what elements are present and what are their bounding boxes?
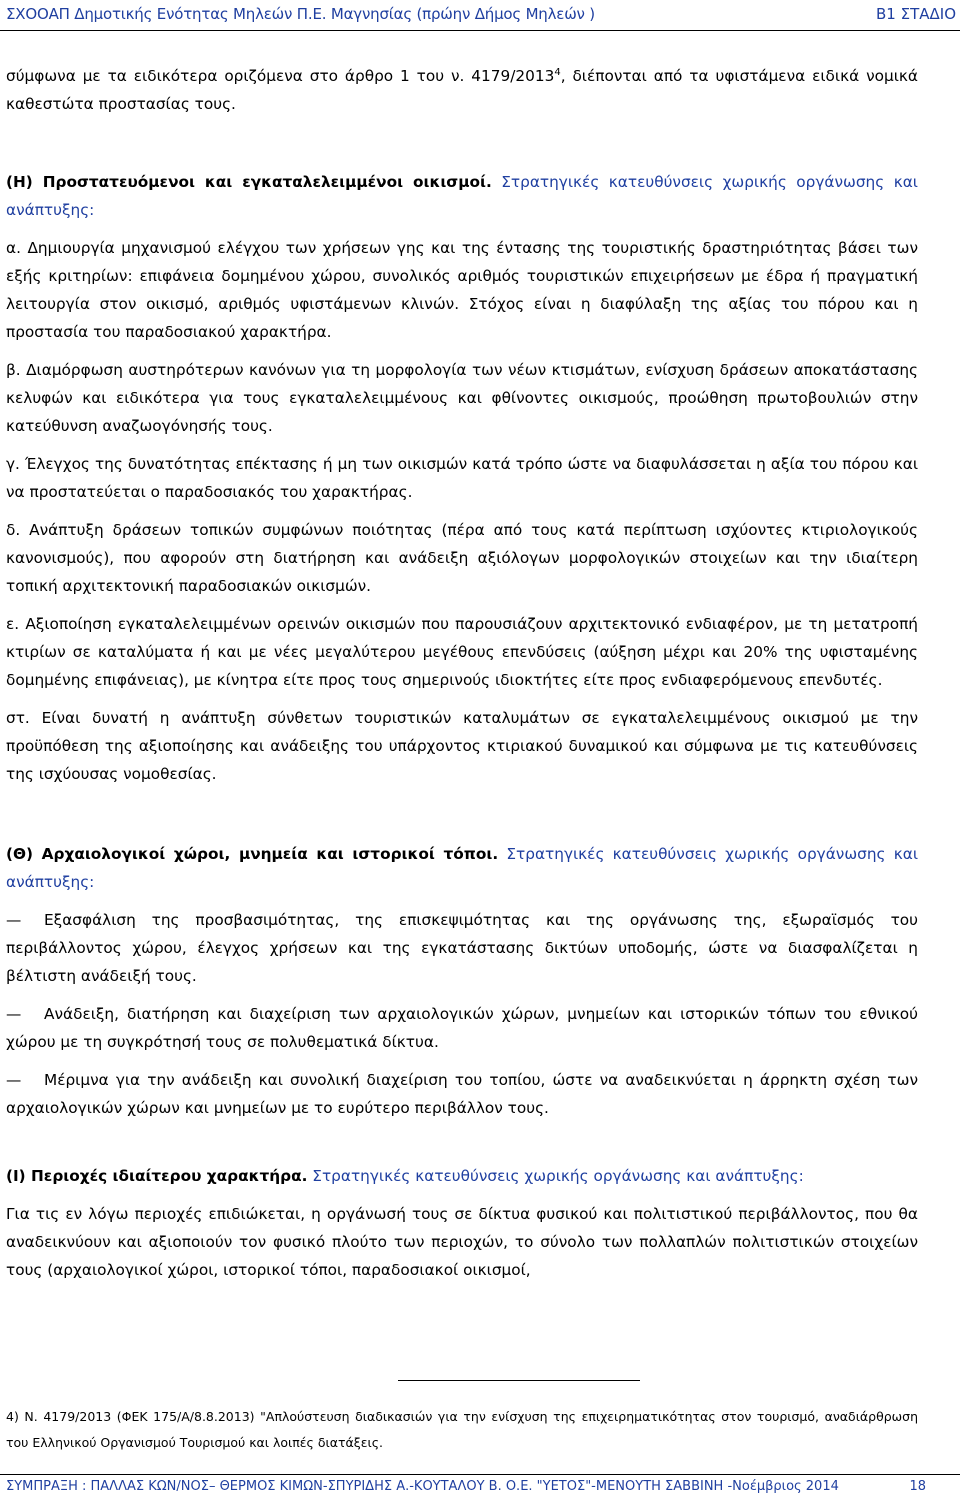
list-item: δ. Ανάπτυξη δράσεων τοπικών συμφώνων ποιότητας (πέρα από τους κατά περίπτωση ισχύοντες κτιριολογικούς κανονισμούς), που αφορούν στη διατήρηση και ανάδειξη αξιόλογων μορφολογικών στοιχείων και την ιδιαίτερη τοπική αρχιτεκτονική παραδοσιακών οικισμών. [6, 521, 918, 595]
document-body [6, 62, 918, 1284]
dash-bullet: — [6, 911, 22, 929]
footer-divider [0, 1474, 960, 1475]
section-th-heading [6, 840, 918, 896]
section-th-subtitle: Στρατηγικές κατευθύνσεις χωρικής οργάνωσης και ανάπτυξης: [6, 845, 918, 891]
footer-text: ΣΥΜΠΡΑΞΗ : ΠΑΛΛΑΣ ΚΩΝ/ΝΟΣ– ΘΕΡΜΟΣ ΚΙΜΩΝ-ΣΠΥΡΙΔΗΣ Α.-ΚΟΥΤΑΛΟΥ Β. Ο.Ε. "ΥΕΤΟΣ"-ΜΕΝΟΥΤΗ ΣΑΒΒΙΝΗ -Νοέμβριος 2014 [6, 1479, 839, 1494]
intro-paragraph: σύμφωνα με τα ειδικότερα οριζόμενα στο άρθρο 1 του ν. 4179/2013$^4$, διέπονται από τα υφιστάμενα ειδικά νομικά καθεστώτα προστασίας τους. [6, 66, 918, 113]
page-header [0, 0, 960, 31]
list-item: στ. Είναι δυνατή η ανάπτυξη σύνθετων τουριστικών καταλυμάτων σε εγκαταλελειμμένους οικισμού με την προϋπόθεση της αξιοποίησης και ανάδειξης του υπάρχοντος κτιριακού δυναμικού και σύμφωνα με τις κατευθύνσεις της ισχύουσας νομοθεσίας. [6, 709, 918, 783]
section-th-title: (Θ) Αρχαιολογικοί χώροι, μνημεία και ιστορικοί τόποι. [6, 845, 499, 863]
list-item: ε. Αξιοποίηση εγκαταλελειμμένων ορεινών οικισμών που παρουσιάζουν αρχιτεκτονικό ενδιαφέρον, με τη μετατροπή κτιρίων σε καταλύματα ή και με νέες μεγαλύτερου μεγέθους επενδύσεις (αύξηση μέχρι και 20% της υφισταμένης δομημένης επιφάνειας), με κίνητρα είτε προς τους σημερινούς ιδιοκτήτες είτε προς ενδιαφερόμενους επενδυτές. [6, 615, 918, 689]
page-number: 18 [909, 1479, 926, 1494]
header-title: ΣΧΟΟΑΠ Δημοτικής Ενότητας Μηλεών Π.Ε. Μαγνησίας (πρώην Δήμος Μηλεών ) [6, 5, 595, 23]
list-item: α. Δημιουργία μηχανισμού ελέγχου των χρήσεων γης και της έντασης της τουριστικής δραστηριότητας βάσει των εξής κριτηρίων: επιφάνεια δομημένου χώρου, συνολικός αριθμός τουριστικών επιχειρήσεων με έδρα ή πραγματική λειτουργία στον οικισμό, αριθμός υφιστάμενων κλινών. Στόχος είναι η διαφύλαξη της αξίας του πόρου και η προστασία του παραδοσιακού χαρακτήρα. [6, 239, 918, 341]
list-item: — Μέριμνα για την ανάδειξη και συνολική διαχείριση του τοπίου, ώστε να αναδεικνύεται η άρρηκτη σχέση των αρχαιολογικών χώρων και μνημείων με το ευρύτερο περιβάλλον τους. [6, 1066, 918, 1122]
dash-bullet: — [6, 1071, 22, 1089]
dash-bullet: — [6, 1005, 22, 1023]
list-item: γ. Έλεγχος της δυνατότητας επέκτασης ή μη των οικισμών κατά τρόπο ώστε να διαφυλάσσεται η αξία του πόρου και να προστατεύεται ο παραδοσιακός του χαρακτήρας. [6, 455, 918, 501]
list-item: β. Διαμόρφωση αυστηρότερων κανόνων για τη μορφολογία των νέων κτισμάτων, ενίσχυση δράσεων αποκατάστασης κελυφών και ειδικότερα για τους εγκαταλελειμμένους και φθίνοντες οικισμούς, προώθηση πρωτοβουλιών στην κατεύθυνση αναζωογόνησής τους. [6, 361, 918, 435]
section-h-subtitle: Στρατηγικές κατευθύνσεις χωρικής οργάνωσης και ανάπτυξης: [6, 173, 918, 219]
section-i-title: (Ι) Περιοχές ιδιαίτερου χαρακτήρα. [6, 1167, 308, 1185]
list-item: — Ανάδειξη, διατήρηση και διαχείριση των αρχαιολογικών χώρων, μνημείων και ιστορικών τόπων του εθνικού χώρου με τη συγκρότησή τους σε πολυθεματικά δίκτυα. [6, 1000, 918, 1056]
footnote-ref[interactable]: 4 [554, 66, 561, 78]
list-item: — Εξασφάλιση της προσβασιμότητας, της επισκεψιμότητας και της οργάνωσης της, εξωραϊσμός του περιβάλλοντος χώρου, έλεγχος χρήσεων και της εγκατάστασης δικτύων υποδομής, ώστε να διασφαλίζεται η βέλτιστη ανάδειξή τους. [6, 906, 918, 990]
section-i-heading [6, 1162, 918, 1190]
section-i-subtitle: Στρατηγικές κατευθύνσεις χωρικής οργάνωσης και ανάπτυξης: [307, 1167, 804, 1185]
section-h-heading [6, 168, 918, 224]
header-stage: Β1 ΣΤΑΔΙΟ [876, 5, 956, 23]
section-i-paragraph: Για τις εν λόγω περιοχές επιδιώκεται, η οργάνωσή τους σε δίκτυα φυσικού και πολιτιστικού περιβάλλοντος, που θα αναδεικνύουν και αξιοποιούν τον φυσικό πλούτο των περιοχών, το σύνολο των πολλαπλών πολιτιστικών στοιχείων τους (αρχαιολογικοί χώροι, ιστορικοί τόποι, παραδοσιακοί οικισμοί, [6, 1205, 918, 1279]
footnote: 4) Ν. 4179/2013 (ΦΕΚ 175/Α/8.8.2013) "Απλούστευση διαδικασιών για την ενίσχυση της επιχειρηματικότητας στον τουρισμό, αναδιάρθρωση του Ελληνικού Οργανισμού Τουρισμού και λοιπές διατάξεις. [6, 1409, 918, 1450]
page-footer [6, 1479, 926, 1494]
footnote-divider [398, 1380, 640, 1381]
section-h-title: (Η) Προστατευόμενοι και εγκαταλελειμμένοι οικισμοί. [6, 173, 492, 191]
